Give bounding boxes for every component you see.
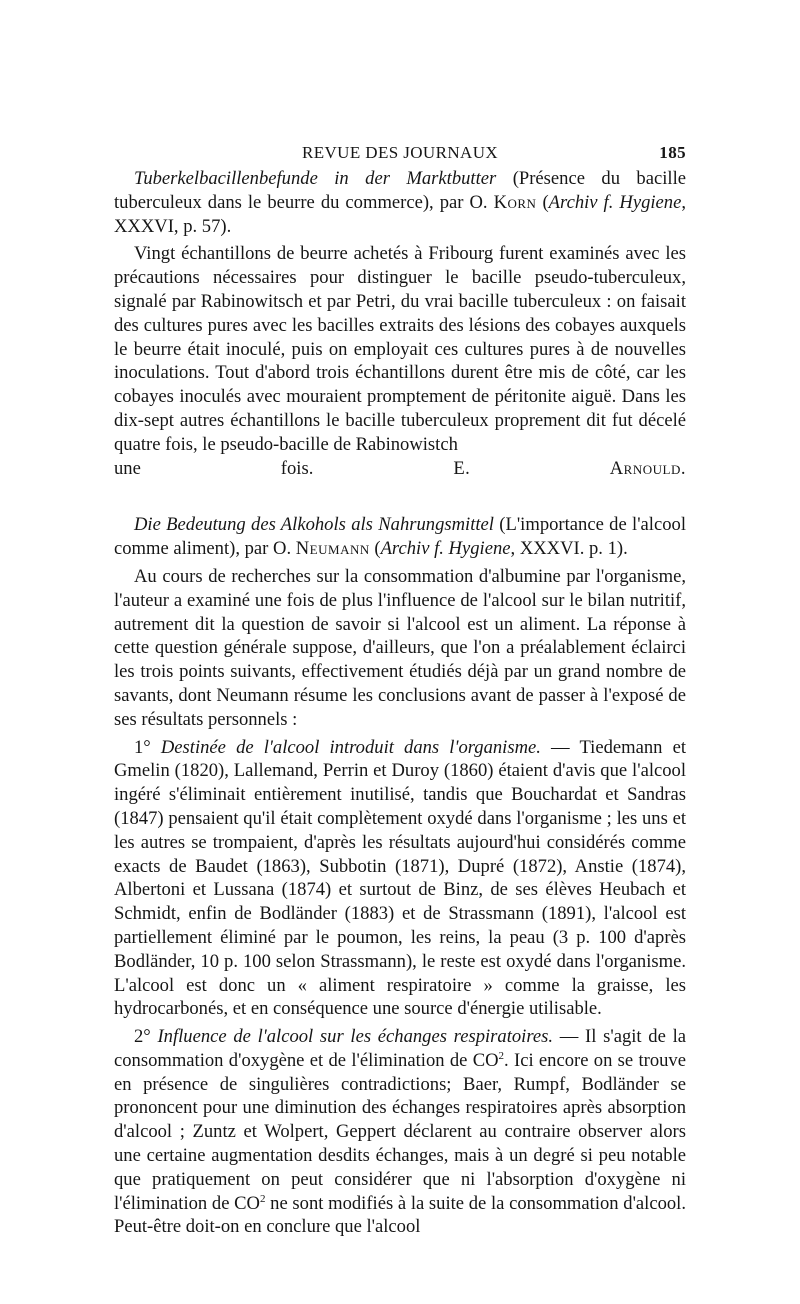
article-1-heading (114, 167, 686, 238)
article-1-title: Tuberkelbacillenbefunde in der Marktbutter (134, 168, 497, 189)
page (114, 143, 686, 1239)
article-2-point-1 (114, 736, 686, 1022)
page-number: 185 (659, 143, 686, 162)
article-1-author: Korn (493, 191, 537, 213)
article-1-ref-close: , XXXVI, p. 57). (114, 191, 686, 237)
article-1-subtitle: (Présence du bacille tuberculeux dans le beurre du commerce), par O. (114, 168, 686, 213)
article-2-subtitle: (L'importance de l'alcool comme aliment), par O. (114, 514, 686, 560)
article-1-body: Vingt échantillons de beurre achetés à Fribourg furent examinés avec les précautions nécessaires pour distinguer le bacille pseudo-tuberculeux, signalé par Rabinowitsch et par Petri, du vrai bacille tuberculeux : on faisait des cultures pures avec les bacilles extraits des lésions des cobayes auxquels le beurre était inoculé, puis on employait ces cultures pures à de nouvelles inoculations. Tout d'abord trois échantillons durent être mis de côté, car les cobayes inoculés avec mouraient promptement de péritonite aiguë. Dans les dix-sept autres échantillons le bacille tuberculeux proprement dit fut décelé quatre fois, le pseudo-bacille de Rabinowistch (114, 243, 686, 455)
article-2-ref-open: ( (369, 538, 381, 560)
article-2-intro: Au cours de recherches sur la consommation d'albumine par l'organisme, l'auteur a examiné une fois de plus l'influence de l'alcool sur le bilan nutritif, autrement dit la question de savoir si l'alcool est un aliment. La réponse à cette question générale suppose, d'ailleurs, que l'on a préalablement éclairci les trois points suivants, effectivement étudiés déjà par un grand nombre de savants, dont Neumann résume les conclusions avant de passer à l'exposé de ses résultats personnels : (114, 565, 686, 730)
article-2-heading (114, 513, 686, 561)
point-1-number: 1° (134, 736, 161, 758)
article-1-ref-open: ( (536, 191, 549, 213)
superscript-2a: 2 (498, 1049, 505, 1062)
point-2-text-c: ne sont modifiés à la suite de la consommation d'alcool. Peut-être doit-on en conclure que l'alcool (114, 1192, 686, 1238)
point-2-text-b: . Ici encore on se trouve en présence de singulières contradictions; Baer, Rumpf, Bodländer se prononcent pour une diminution des échanges respiratoires après absorption d'alcool ; Zuntz et Wolpert, Geppert déclarent au contraire observer alors une certaine augmentation desdits échanges, mais à un degré si peu notable que pratiquement on peut considérer que ni l'absorption d'oxygène ni l'élimination de CO (114, 1049, 686, 1214)
point-2-title: Influence de l'alcool sur les échanges respiratoires. (157, 1026, 554, 1048)
superscript-2b: 2 (259, 1192, 266, 1205)
article-2-ref-close: , XXXVI. p. 1). (510, 538, 628, 560)
article-2-journal: Archiv f. Hygiene (380, 538, 511, 560)
point-2-text-a: — Il s'agit de la consommation d'oxygène et de l'élimination de CO (114, 1026, 686, 1071)
running-header (114, 143, 686, 167)
article-1-last-words: une fois. (114, 457, 314, 479)
article-2-point-2 (114, 1025, 686, 1239)
running-title: REVUE DES JOURNAUX (301, 143, 499, 162)
article-1-signature-line (114, 457, 686, 481)
article-1-signature: E. Arnould. (453, 457, 686, 479)
article-1-journal: Archiv f. Hygiene (548, 191, 682, 213)
point-1-text: — Tiedemann et Gmelin (1820), Lallemand, Perrin et Duroy (1860) étaient d'avis que l'alcool ingéré s'éliminait entièrement inutilisé, tandis que Bouchardat et Sandras (1847) pensaient qu'il était complètement oxydé dans l'organisme ; les uns et les autres se trompaient, d'après les résultats aujourd'hui considérés comme exacts de Baudet (1863), Subbotin (1871), Dupré (1872), Anstie (1874), Albertoni et Lussana (1874) et surtout de Binz, de ses élèves Heubach et Schmidt, enfin de Bodländer (1883) et de Strassmann (1891), l'alcool est partiellement éliminé par le poumon, les reins, la peau (3 p. 100 d'après Bodländer, 10 p. 100 selon Strassmann), le reste est oxydé dans l'organisme. L'alcool est donc un « aliment respiratoire » comme la graisse, les hydrocarbonés, et en conséquence une source d'énergie utilisable. (114, 736, 686, 1020)
article-2-title: Die Bedeutung des Alkohols als Nahrungsmittel (134, 514, 494, 536)
article-2-author: Neumann (295, 538, 370, 560)
point-2-number: 2° (134, 1026, 158, 1048)
point-1-title: Destinée de l'alcool introduit dans l'organisme. (160, 736, 541, 758)
